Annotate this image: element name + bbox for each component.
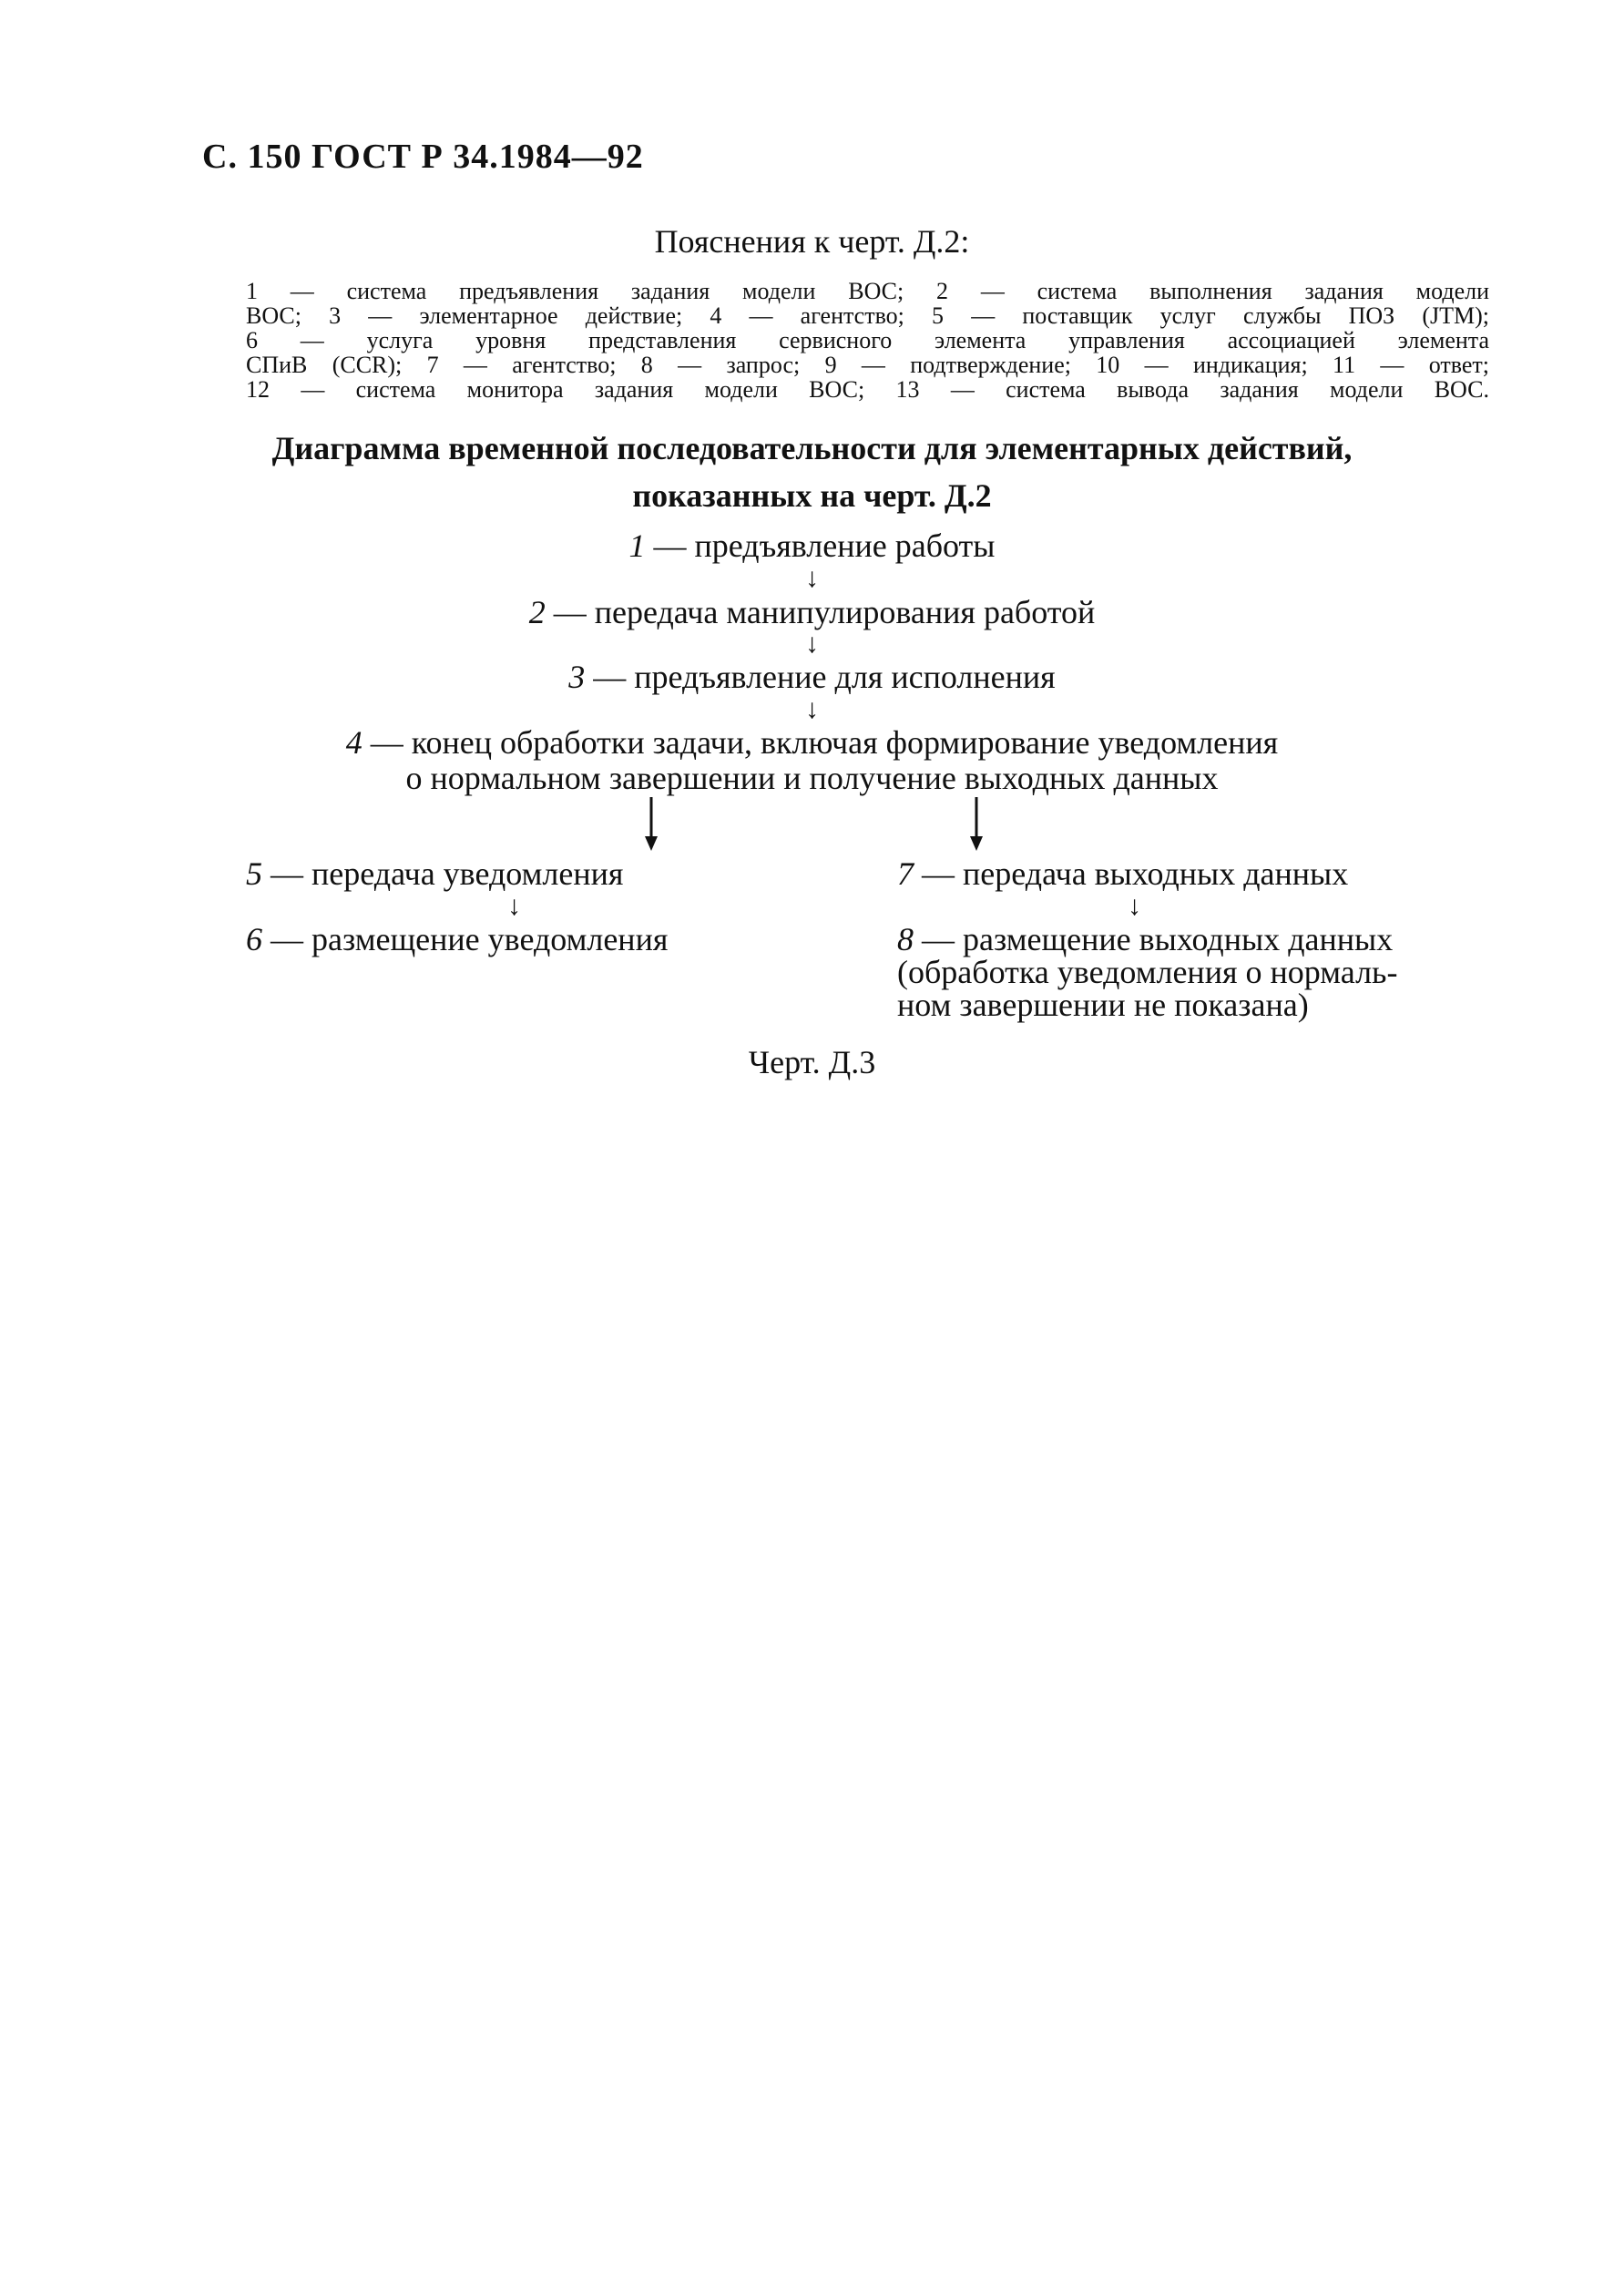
legend-line: СПиВ (CCR); 7 — агентство; 8 — запрос; 9 — подтверждение; 10 — индикация; 11 — ответ; [246, 352, 1489, 378]
legend-line: 1 — система предъявления задания модели ВОС; 2 — система выполнения задания модели [246, 278, 1489, 304]
step-6 [246, 920, 668, 958]
step-text: — предъявление для исполнения [585, 659, 1056, 695]
step-text: — предъявление работы [645, 527, 996, 564]
diagram-title-line2: показанных на черт. Д.2 [632, 477, 992, 514]
step-7 [897, 854, 1348, 893]
step-number: 6 [246, 921, 262, 957]
legend-line: 12 — система монитора задания модели ВОС; 13 — система вывода задания модели ВОС. [246, 376, 1489, 403]
down-arrow-icon: ↓ [805, 629, 819, 659]
down-arrow-icon: ↓ [1128, 891, 1141, 921]
step-8-line2: (обработка уведомления о нормаль- [897, 954, 1398, 990]
step-number: 7 [897, 855, 914, 892]
step-number: 1 [628, 527, 646, 564]
explanations-title: Пояснения к черт. Д.2: [654, 223, 970, 260]
long-down-arrow-icon [970, 797, 983, 851]
down-arrow-icon: ↓ [805, 563, 819, 593]
step-5 [246, 854, 623, 893]
step-text: — размещение уведомления [262, 921, 669, 957]
step-4-line2: о нормальном завершении и получение выходных данных [405, 760, 1219, 796]
step-text: — передача выходных данных [914, 855, 1349, 892]
step-number: 4 [345, 724, 363, 761]
step-text: — конец обработки задачи, включая формирование уведомления [362, 724, 1279, 761]
down-arrow-icon: ↓ [507, 891, 521, 921]
down-arrow-icon: ↓ [805, 694, 819, 724]
step-number: 2 [528, 594, 546, 630]
figure-caption: Черт. Д.3 [748, 1044, 876, 1080]
diagram-title-line1: Диаграмма временной последовательности для элементарных действий, [271, 430, 1353, 466]
long-down-arrow-icon [645, 797, 658, 851]
step-number: 3 [568, 659, 586, 695]
step-text: — размещение выходных данных [914, 921, 1394, 957]
step-number: 8 [897, 921, 914, 957]
step-text: — передача манипулирования работой [545, 594, 1096, 630]
legend-line: ВОС; 3 — элементарное действие; 4 — агентство; 5 — поставщик услуг службы ПОЗ (JTM); [246, 302, 1489, 329]
legend-line: 6 — услуга уровня представления сервисного элемента управления ассоциацией элемента [246, 327, 1489, 353]
page-header: С. 150 ГОСТ Р 34.1984—92 [202, 138, 644, 176]
step-text: — передача уведомления [262, 855, 624, 892]
step-8-line3: ном завершении не показана) [897, 987, 1309, 1023]
step-number: 5 [246, 855, 262, 892]
